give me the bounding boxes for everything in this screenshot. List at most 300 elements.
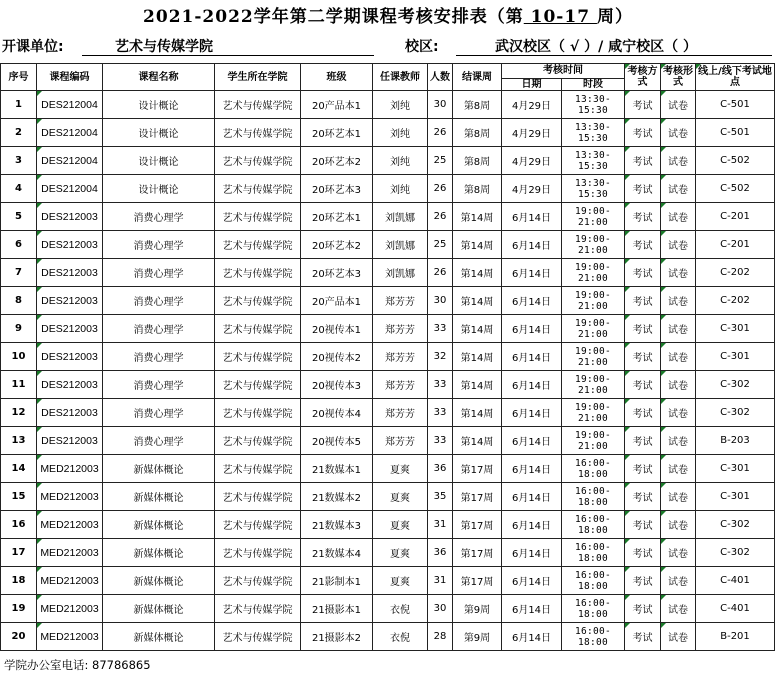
exam-location-cell: C-401 <box>696 567 775 595</box>
student-count-cell: 30 <box>428 595 453 623</box>
teacher-cell: 刘凯娜 <box>373 259 428 287</box>
exam-method-cell: 考试 <box>625 119 661 147</box>
exam-date-cell: 6月14日 <box>502 455 562 483</box>
exam-time-cell: 16:00-18:00 <box>562 623 625 651</box>
end-week-cell: 第14周 <box>453 203 502 231</box>
end-week-cell: 第8周 <box>453 119 502 147</box>
row-number-cell: 1 <box>1 91 37 119</box>
exam-method-cell: 考试 <box>625 595 661 623</box>
student-count-cell: 26 <box>428 259 453 287</box>
row-number-cell: 19 <box>1 595 37 623</box>
end-week-cell: 第14周 <box>453 343 502 371</box>
exam-time-cell: 13:30-15:30 <box>562 119 625 147</box>
teacher-cell: 郑芳芳 <box>373 315 428 343</box>
exam-date-cell: 6月14日 <box>502 203 562 231</box>
exam-location-cell: C-502 <box>696 147 775 175</box>
exam-form-cell: 试卷 <box>661 343 696 371</box>
row-number-cell: 15 <box>1 483 37 511</box>
row-number-cell: 6 <box>1 231 37 259</box>
table-row <box>1 203 775 231</box>
teacher-cell: 衣倪 <box>373 595 428 623</box>
course-code-cell: DES212003 <box>37 315 103 343</box>
exam-method-cell: 考试 <box>625 147 661 175</box>
table-row <box>1 91 775 119</box>
course-code-cell: DES212003 <box>37 203 103 231</box>
exam-location-cell: C-302 <box>696 371 775 399</box>
teacher-cell: 刘纯 <box>373 175 428 203</box>
college-cell: 艺术与传媒学院 <box>215 455 301 483</box>
exam-location-cell: C-301 <box>696 455 775 483</box>
student-count-cell: 33 <box>428 371 453 399</box>
exam-method-cell: 考试 <box>625 231 661 259</box>
college-cell: 艺术与传媒学院 <box>215 119 301 147</box>
exam-form-cell: 试卷 <box>661 623 696 651</box>
end-week-cell: 第14周 <box>453 287 502 315</box>
course-name-cell: 消费心理学 <box>103 343 215 371</box>
exam-time-cell: 16:00-18:00 <box>562 567 625 595</box>
college-cell: 艺术与传媒学院 <box>215 567 301 595</box>
teacher-cell: 夏爽 <box>373 539 428 567</box>
course-code-cell: MED212003 <box>37 567 103 595</box>
course-code-cell: DES212004 <box>37 175 103 203</box>
teacher-cell: 郑芳芳 <box>373 287 428 315</box>
exam-location-cell: C-201 <box>696 231 775 259</box>
row-number-cell: 7 <box>1 259 37 287</box>
teacher-cell: 刘纯 <box>373 147 428 175</box>
header-code: 课程编码 <box>37 64 103 91</box>
course-name-cell: 新媒体概论 <box>103 483 215 511</box>
exam-form-cell: 试卷 <box>661 427 696 455</box>
exam-date-cell: 4月29日 <box>502 91 562 119</box>
teacher-cell: 夏爽 <box>373 455 428 483</box>
exam-form-cell: 试卷 <box>661 287 696 315</box>
exam-schedule-table <box>0 63 775 651</box>
row-number-cell: 20 <box>1 623 37 651</box>
college-cell: 艺术与传媒学院 <box>215 315 301 343</box>
class-name-cell: 21数媒本1 <box>301 455 373 483</box>
exam-form-cell: 试卷 <box>661 91 696 119</box>
course-code-cell: DES212003 <box>37 399 103 427</box>
course-name-cell: 设计概论 <box>103 119 215 147</box>
table-row <box>1 483 775 511</box>
exam-form-cell: 试卷 <box>661 539 696 567</box>
exam-time-cell: 16:00-18:00 <box>562 483 625 511</box>
row-number-cell: 4 <box>1 175 37 203</box>
course-code-cell: DES212003 <box>37 287 103 315</box>
table-row <box>1 511 775 539</box>
class-name-cell: 21摄影本1 <box>301 595 373 623</box>
course-code-cell: MED212003 <box>37 483 103 511</box>
class-name-cell: 21摄影本2 <box>301 623 373 651</box>
exam-method-cell: 考试 <box>625 371 661 399</box>
course-code-cell: DES212003 <box>37 259 103 287</box>
course-code-cell: DES212003 <box>37 343 103 371</box>
teacher-cell: 衣倪 <box>373 623 428 651</box>
exam-form-cell: 试卷 <box>661 511 696 539</box>
teacher-cell: 郑芳芳 <box>373 343 428 371</box>
row-number-cell: 11 <box>1 371 37 399</box>
exam-date-cell: 4月29日 <box>502 147 562 175</box>
exam-location-cell: C-301 <box>696 315 775 343</box>
exam-location-cell: C-502 <box>696 175 775 203</box>
course-name-cell: 新媒体概论 <box>103 595 215 623</box>
student-count-cell: 26 <box>428 203 453 231</box>
header-college: 学生所在学院 <box>215 64 301 91</box>
row-number-cell: 3 <box>1 147 37 175</box>
exam-date-cell: 6月14日 <box>502 259 562 287</box>
unit-underline <box>82 55 374 56</box>
class-name-cell: 20产品本1 <box>301 287 373 315</box>
end-week-cell: 第17周 <box>453 539 502 567</box>
campus-underline <box>456 55 772 56</box>
unit-label: 开课单位: <box>2 39 64 55</box>
class-name-cell: 20视传本4 <box>301 399 373 427</box>
exam-location-cell: B-201 <box>696 623 775 651</box>
student-count-cell: 31 <box>428 567 453 595</box>
exam-date-cell: 6月14日 <box>502 343 562 371</box>
exam-form-cell: 试卷 <box>661 119 696 147</box>
exam-time-cell: 13:30-15:30 <box>562 175 625 203</box>
class-name-cell: 20环艺本3 <box>301 259 373 287</box>
course-code-cell: MED212003 <box>37 511 103 539</box>
end-week-cell: 第14周 <box>453 231 502 259</box>
table-row <box>1 427 775 455</box>
college-cell: 艺术与传媒学院 <box>215 371 301 399</box>
class-name-cell: 20环艺本2 <box>301 147 373 175</box>
table-row <box>1 259 775 287</box>
course-name-cell: 消费心理学 <box>103 259 215 287</box>
table-row <box>1 343 775 371</box>
college-cell: 艺术与传媒学院 <box>215 511 301 539</box>
teacher-cell: 刘纯 <box>373 119 428 147</box>
exam-time-cell: 19:00-21:00 <box>562 371 625 399</box>
course-name-cell: 消费心理学 <box>103 399 215 427</box>
exam-form-cell: 试卷 <box>661 259 696 287</box>
exam-date-cell: 4月29日 <box>502 119 562 147</box>
college-cell: 艺术与传媒学院 <box>215 427 301 455</box>
table-row <box>1 371 775 399</box>
teacher-cell: 夏爽 <box>373 483 428 511</box>
end-week-cell: 第17周 <box>453 483 502 511</box>
course-name-cell: 新媒体概论 <box>103 455 215 483</box>
header-exam-method: 考核方式 <box>625 64 661 91</box>
row-number-cell: 10 <box>1 343 37 371</box>
exam-location-cell: C-301 <box>696 483 775 511</box>
exam-method-cell: 考试 <box>625 427 661 455</box>
exam-location-cell: C-401 <box>696 595 775 623</box>
header-time: 时段 <box>562 78 625 90</box>
table-row <box>1 623 775 651</box>
exam-method-cell: 考试 <box>625 539 661 567</box>
table-row <box>1 175 775 203</box>
header-location: 线上/线下考试地点 <box>696 64 775 91</box>
table-row <box>1 539 775 567</box>
exam-method-cell: 考试 <box>625 623 661 651</box>
table-row <box>1 119 775 147</box>
end-week-cell: 第8周 <box>453 147 502 175</box>
student-count-cell: 32 <box>428 343 453 371</box>
course-name-cell: 新媒体概论 <box>103 539 215 567</box>
exam-method-cell: 考试 <box>625 203 661 231</box>
course-name-cell: 消费心理学 <box>103 287 215 315</box>
course-code-cell: DES212003 <box>37 371 103 399</box>
exam-location-cell: C-201 <box>696 203 775 231</box>
exam-time-cell: 16:00-18:00 <box>562 455 625 483</box>
row-number-cell: 8 <box>1 287 37 315</box>
class-name-cell: 20视传本5 <box>301 427 373 455</box>
exam-time-cell: 19:00-21:00 <box>562 231 625 259</box>
header-exam-form: 考核形式 <box>661 64 696 91</box>
course-code-cell: MED212003 <box>37 595 103 623</box>
end-week-cell: 第14周 <box>453 371 502 399</box>
college-cell: 艺术与传媒学院 <box>215 259 301 287</box>
header-no: 序号 <box>1 64 37 91</box>
college-cell: 艺术与传媒学院 <box>215 147 301 175</box>
exam-date-cell: 6月14日 <box>502 511 562 539</box>
exam-time-cell: 19:00-21:00 <box>562 259 625 287</box>
exam-method-cell: 考试 <box>625 315 661 343</box>
exam-time-cell: 16:00-18:00 <box>562 595 625 623</box>
student-count-cell: 28 <box>428 623 453 651</box>
college-cell: 艺术与传媒学院 <box>215 91 301 119</box>
exam-form-cell: 试卷 <box>661 231 696 259</box>
course-name-cell: 新媒体概论 <box>103 623 215 651</box>
table-row <box>1 315 775 343</box>
class-name-cell: 20视传本1 <box>301 315 373 343</box>
exam-method-cell: 考试 <box>625 287 661 315</box>
course-code-cell: DES212004 <box>37 119 103 147</box>
exam-date-cell: 6月14日 <box>502 623 562 651</box>
exam-time-cell: 13:30-15:30 <box>562 91 625 119</box>
student-count-cell: 30 <box>428 287 453 315</box>
exam-method-cell: 考试 <box>625 91 661 119</box>
course-name-cell: 设计概论 <box>103 91 215 119</box>
course-code-cell: MED212003 <box>37 455 103 483</box>
student-count-cell: 25 <box>428 231 453 259</box>
college-cell: 艺术与传媒学院 <box>215 203 301 231</box>
exam-form-cell: 试卷 <box>661 595 696 623</box>
college-cell: 艺术与传媒学院 <box>215 483 301 511</box>
end-week-cell: 第17周 <box>453 511 502 539</box>
course-name-cell: 新媒体概论 <box>103 511 215 539</box>
exam-location-cell: C-301 <box>696 343 775 371</box>
header-teacher: 任课教师 <box>373 64 428 91</box>
exam-date-cell: 4月29日 <box>502 175 562 203</box>
end-week-cell: 第9周 <box>453 623 502 651</box>
course-code-cell: DES212004 <box>37 91 103 119</box>
campus-label: 校区: <box>405 39 439 55</box>
row-number-cell: 12 <box>1 399 37 427</box>
course-code-cell: DES212004 <box>37 147 103 175</box>
exam-date-cell: 6月14日 <box>502 315 562 343</box>
class-name-cell: 20环艺本3 <box>301 175 373 203</box>
exam-method-cell: 考试 <box>625 399 661 427</box>
course-name-cell: 消费心理学 <box>103 371 215 399</box>
office-phone: 学院办公室电话: 87786865 <box>4 658 151 672</box>
teacher-cell: 夏爽 <box>373 567 428 595</box>
exam-date-cell: 6月14日 <box>502 399 562 427</box>
exam-time-cell: 16:00-18:00 <box>562 539 625 567</box>
exam-location-cell: C-302 <box>696 539 775 567</box>
course-name-cell: 消费心理学 <box>103 203 215 231</box>
exam-time-cell: 19:00-21:00 <box>562 399 625 427</box>
course-name-cell: 设计概论 <box>103 175 215 203</box>
exam-date-cell: 6月14日 <box>502 231 562 259</box>
table-row <box>1 231 775 259</box>
exam-date-cell: 6月14日 <box>502 427 562 455</box>
end-week-cell: 第9周 <box>453 595 502 623</box>
teacher-cell: 夏爽 <box>373 511 428 539</box>
exam-form-cell: 试卷 <box>661 315 696 343</box>
teacher-cell: 刘凯娜 <box>373 203 428 231</box>
student-count-cell: 33 <box>428 399 453 427</box>
header-class: 班级 <box>301 64 373 91</box>
student-count-cell: 36 <box>428 455 453 483</box>
end-week-cell: 第14周 <box>453 427 502 455</box>
exam-form-cell: 试卷 <box>661 399 696 427</box>
exam-method-cell: 考试 <box>625 483 661 511</box>
exam-form-cell: 试卷 <box>661 567 696 595</box>
exam-method-cell: 考试 <box>625 567 661 595</box>
exam-time-cell: 19:00-21:00 <box>562 343 625 371</box>
title-weeks: 10-17 <box>523 7 597 27</box>
student-count-cell: 35 <box>428 483 453 511</box>
exam-location-cell: C-202 <box>696 259 775 287</box>
exam-method-cell: 考试 <box>625 343 661 371</box>
row-number-cell: 13 <box>1 427 37 455</box>
header-end-week: 结课周 <box>453 64 502 91</box>
row-number-cell: 16 <box>1 511 37 539</box>
end-week-cell: 第17周 <box>453 455 502 483</box>
student-count-cell: 31 <box>428 511 453 539</box>
table-row <box>1 567 775 595</box>
end-week-cell: 第14周 <box>453 399 502 427</box>
campus-value: 武汉校区（ √ ）/ 咸宁校区（ ） <box>495 39 697 55</box>
exam-method-cell: 考试 <box>625 259 661 287</box>
college-cell: 艺术与传媒学院 <box>215 399 301 427</box>
exam-date-cell: 6月14日 <box>502 539 562 567</box>
exam-location-cell: C-302 <box>696 399 775 427</box>
row-number-cell: 2 <box>1 119 37 147</box>
exam-date-cell: 6月14日 <box>502 483 562 511</box>
end-week-cell: 第8周 <box>453 175 502 203</box>
class-name-cell: 20环艺本1 <box>301 119 373 147</box>
college-cell: 艺术与传媒学院 <box>215 175 301 203</box>
exam-time-cell: 19:00-21:00 <box>562 427 625 455</box>
page-title <box>0 0 776 34</box>
table-row <box>1 147 775 175</box>
exam-form-cell: 试卷 <box>661 175 696 203</box>
college-cell: 艺术与传媒学院 <box>215 343 301 371</box>
course-name-cell: 设计概论 <box>103 147 215 175</box>
course-name-cell: 消费心理学 <box>103 315 215 343</box>
exam-form-cell: 试卷 <box>661 147 696 175</box>
student-count-cell: 33 <box>428 315 453 343</box>
exam-form-cell: 试卷 <box>661 371 696 399</box>
exam-location-cell: C-302 <box>696 511 775 539</box>
course-code-cell: DES212003 <box>37 427 103 455</box>
teacher-cell: 刘凯娜 <box>373 231 428 259</box>
exam-method-cell: 考试 <box>625 175 661 203</box>
end-week-cell: 第14周 <box>453 259 502 287</box>
header-exam-time: 考核时间 <box>502 64 625 79</box>
teacher-cell: 郑芳芳 <box>373 399 428 427</box>
class-name-cell: 21数媒本4 <box>301 539 373 567</box>
exam-form-cell: 试卷 <box>661 483 696 511</box>
end-week-cell: 第8周 <box>453 91 502 119</box>
class-name-cell: 21影制本1 <box>301 567 373 595</box>
info-row <box>0 34 776 61</box>
end-week-cell: 第17周 <box>453 567 502 595</box>
header-count: 人数 <box>428 64 453 91</box>
row-number-cell: 14 <box>1 455 37 483</box>
header-date: 日期 <box>502 78 562 90</box>
exam-location-cell: B-203 <box>696 427 775 455</box>
class-name-cell: 20视传本2 <box>301 343 373 371</box>
title-suffix: 周） <box>596 7 633 27</box>
teacher-cell: 刘纯 <box>373 91 428 119</box>
exam-location-cell: C-501 <box>696 119 775 147</box>
exam-location-cell: C-501 <box>696 91 775 119</box>
course-name-cell: 新媒体概论 <box>103 567 215 595</box>
course-code-cell: MED212003 <box>37 539 103 567</box>
unit-value: 艺术与传媒学院 <box>115 39 213 55</box>
class-name-cell: 21数媒本2 <box>301 483 373 511</box>
exam-location-cell: C-202 <box>696 287 775 315</box>
student-count-cell: 30 <box>428 91 453 119</box>
student-count-cell: 25 <box>428 147 453 175</box>
college-cell: 艺术与传媒学院 <box>215 539 301 567</box>
row-number-cell: 18 <box>1 567 37 595</box>
teacher-cell: 郑芳芳 <box>373 371 428 399</box>
exam-time-cell: 19:00-21:00 <box>562 287 625 315</box>
college-cell: 艺术与传媒学院 <box>215 287 301 315</box>
header-name: 课程名称 <box>103 64 215 91</box>
exam-time-cell: 19:00-21:00 <box>562 203 625 231</box>
row-number-cell: 17 <box>1 539 37 567</box>
exam-method-cell: 考试 <box>625 511 661 539</box>
exam-date-cell: 6月14日 <box>502 287 562 315</box>
class-name-cell: 20产品本1 <box>301 91 373 119</box>
exam-form-cell: 试卷 <box>661 455 696 483</box>
title-prefix: 2021-2022学年第二学期课程考核安排表（第 <box>143 7 524 27</box>
table-row <box>1 399 775 427</box>
row-number-cell: 9 <box>1 315 37 343</box>
college-cell: 艺术与传媒学院 <box>215 595 301 623</box>
exam-time-cell: 16:00-18:00 <box>562 511 625 539</box>
college-cell: 艺术与传媒学院 <box>215 623 301 651</box>
exam-time-cell: 19:00-21:00 <box>562 315 625 343</box>
exam-date-cell: 6月14日 <box>502 595 562 623</box>
course-name-cell: 消费心理学 <box>103 427 215 455</box>
course-name-cell: 消费心理学 <box>103 231 215 259</box>
table-row <box>1 595 775 623</box>
student-count-cell: 36 <box>428 539 453 567</box>
row-number-cell: 5 <box>1 203 37 231</box>
class-name-cell: 20视传本3 <box>301 371 373 399</box>
table-row <box>1 455 775 483</box>
class-name-cell: 20环艺本2 <box>301 231 373 259</box>
table-row <box>1 287 775 315</box>
end-week-cell: 第14周 <box>453 315 502 343</box>
student-count-cell: 26 <box>428 175 453 203</box>
class-name-cell: 21数媒本3 <box>301 511 373 539</box>
student-count-cell: 33 <box>428 427 453 455</box>
teacher-cell: 郑芳芳 <box>373 427 428 455</box>
course-code-cell: DES212003 <box>37 231 103 259</box>
exam-date-cell: 6月14日 <box>502 371 562 399</box>
class-name-cell: 20环艺本1 <box>301 203 373 231</box>
